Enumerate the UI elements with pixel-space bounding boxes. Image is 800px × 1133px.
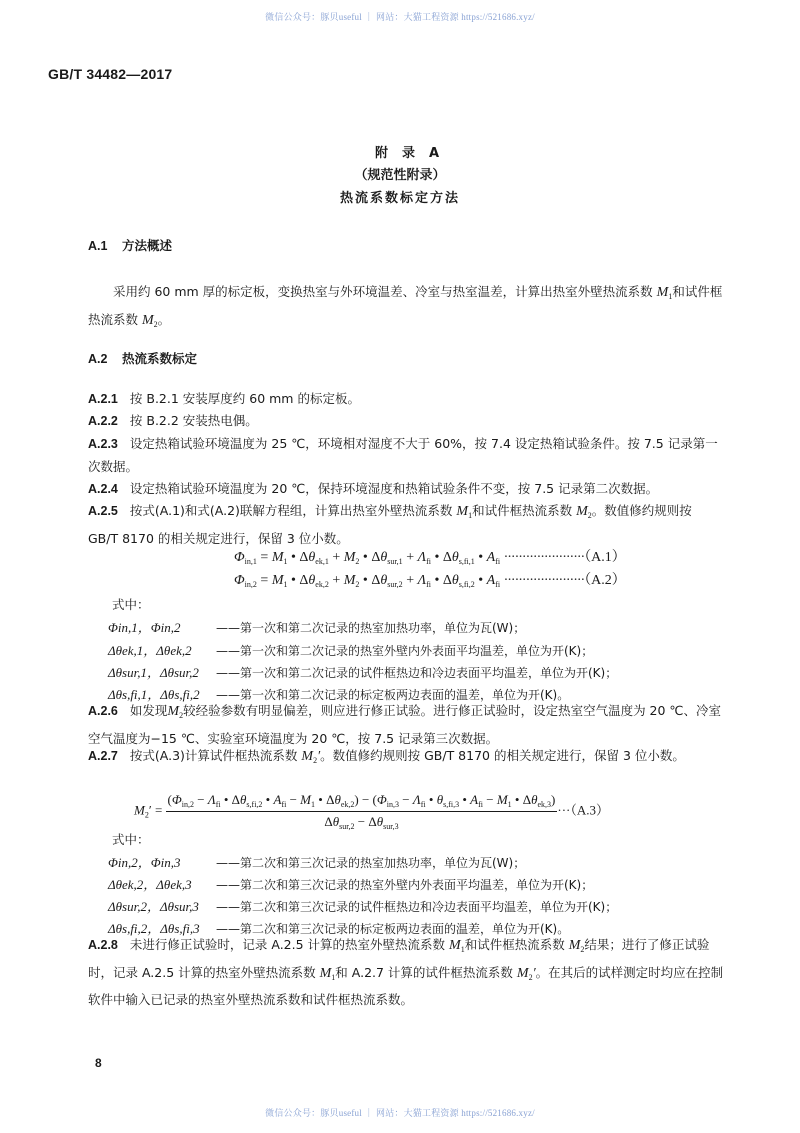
definition-symbol: Φin,1，Φin,2: [108, 620, 181, 635]
clause-a21: [88, 388, 724, 411]
clause-text: 按 B.2.2 安装热电偶。: [129, 413, 258, 428]
clause-a24: [88, 478, 724, 501]
formula-label: （A.1）: [584, 550, 626, 565]
symbol-m1: $M_1$: [656, 285, 673, 301]
section-title: 方法概述: [122, 238, 173, 253]
clause-text: 设定热箱试验环境温度为 25 ℃，环境相对湿度不大于 60%，按 7.4 设定热箱试验条件。按 7.5 记录第一次数据。: [88, 436, 718, 474]
appendix-type: （规范性附录）: [354, 168, 446, 183]
fraction: ($\Phi_{in,2} - \Lambda_{fi}$ • $\Delta\theta_{s,fi,2}$ • $A_{fi} - M_1$ • $\Delta\theta_{ek,2}) - (\Phi_{in,3} - \Lambda_{fi}$ • $\theta_{s,fi,3}$ • $A_{fi} - M_1$ • $\Delta\theta_{ek,3}$) $\Delta\theta_{sur,2} - \Delta\theta_{sur,3}$: [167, 792, 556, 831]
definition-symbol: Δθsur,2，Δθsur,3: [108, 899, 199, 914]
formula-label: （A.3）: [570, 802, 610, 818]
clause-number: A.2.5: [88, 504, 118, 518]
definition-row: [108, 896, 617, 915]
formula-a3: $M_2'$ = ($\Phi_{in,2} - \Lambda_{fi}$ • $\Delta\theta_{s,fi,2}$ • $A_{fi} - M_1$ • $\Delta\theta_{ek,2}) - (\Phi_{in,3} - \Lambda_{fi}$ • $\theta_{s,fi,3}$ • $A_{fi} - M_1$ • $\Delta\theta_{ek,3}$) $\Delta\theta_{sur,2} - \Delta\theta_{sur,3}$ ···（A.3）: [134, 792, 610, 831]
leader-dots: ······················: [503, 550, 585, 565]
clause-text: 和试件框热流系数: [472, 503, 573, 518]
clause-number: A.2.2: [88, 414, 118, 428]
appendix-title: 附录A: [374, 146, 454, 161]
section-number: A.1: [88, 239, 108, 253]
definition-row: [108, 640, 593, 659]
leader-dots: ···: [557, 802, 571, 818]
definition-symbol: Δθs,fi,1，Δθs,fi,2: [108, 687, 200, 702]
clause-text: 结果；进行了修正试验时，记录 A.2.5 计算的热室外壁热流系数: [88, 937, 710, 980]
clause-number: A.2.6: [88, 704, 118, 718]
definition-symbol: Δθek,1，Δθek,2: [108, 643, 192, 658]
clause-a22: [88, 410, 724, 433]
clause-number: A.2.7: [88, 749, 118, 763]
clause-a23: [88, 433, 724, 478]
clause-text: 。在其后的试样测定时均应在控制软件中输入已记录的热室外壁热流系数和试件框热流系数。: [88, 964, 724, 1007]
symbol-m2: $M_2$: [576, 504, 592, 520]
watermark-bottom: 微信公众号：豚贝useful ｜ 网站：大猫工程资源 https://521686.xyz/: [265, 1108, 535, 1118]
definition-symbol: Φin,2，Φin,3: [108, 855, 181, 870]
where-label: 式中：: [112, 832, 150, 847]
clause-text: 按式(A.3)计算试件框热流系数: [129, 748, 298, 763]
section-title: 热流系数标定: [122, 351, 198, 366]
definition-text: ——第二次和第三次记录的热室加热功率，单位为瓦(W)；: [216, 856, 526, 870]
definition-text: ——第二次和第三次记录的标定板两边表面的温差，单位为开(K)。: [216, 922, 570, 936]
section-number: A.2: [88, 352, 108, 366]
clause-text: 和 A.2.7 计算的试件框热流系数: [335, 964, 513, 980]
body-text: 采用约 60 mm 厚的标定板，变换热室与外环境温差、冷室与热室温差，计算出热室外壁热流系数: [113, 284, 653, 299]
page-number: 8: [95, 1056, 102, 1070]
formula-a2: $\Phi_{in,2} = M_1$ • $\Delta\theta_{ek,2} + M_2$ • $\Delta\theta_{sur,2} + \Lambda_{fi}$ • $\Delta\theta_{s,fi,2}$ • $A_{fi} \cdot\cdot\cdot\cdot\cdot\cdot\cdot\cdot\cdot\cdot\cdot\cdot\cdot\cdot\cdot\cdot\cdot\cdot\cdot\cdot\cdot\cdot(A.2)$: [234, 573, 626, 589]
body-text: 和试件框热流系数: [88, 284, 723, 327]
appendix-subject: 热流系数标定方法: [339, 191, 460, 206]
clause-a25: [88, 500, 724, 550]
symbol-m1: $M_1$: [456, 504, 473, 520]
section-heading-a2: [88, 349, 197, 367]
symbol-m2: $M_2$: [568, 938, 585, 954]
clause-number: A.2.3: [88, 437, 118, 451]
definition-row: [108, 852, 525, 871]
clause-text: 。数值修约规则按 GB/T 8170 的相关规定进行，保留 3 位小数。: [88, 503, 692, 546]
symbol-m2-prime: $M_2'$: [301, 749, 321, 765]
symbol-m1: $M_1$: [449, 938, 465, 954]
symbol-m2-prime: $M_2'$: [516, 965, 536, 982]
clause-text: 设定热箱试验环境温度为 20 ℃，保持环境湿度和热箱试验条件不变，按 7.5 记录第二次数据。: [129, 481, 659, 496]
definition-text: ——第二次和第三次记录的热室外壁内外表面平均温差，单位为开(K)；: [216, 878, 594, 892]
definition-text: ——第一次和第二次记录的热室外壁内外表面平均温差，单位为开(K)；: [216, 644, 594, 658]
definition-text: ——第一次和第二次记录的热室加热功率，单位为瓦(W)；: [216, 621, 526, 635]
definition-row: [108, 617, 525, 636]
formula-label: （A.2）: [584, 573, 626, 588]
clause-text: 如发现: [129, 703, 168, 718]
clause-text: 。数值修约规则按 GB/T 8170 的相关规定进行，保留 3 位小数。: [320, 748, 685, 763]
symbol-m1: $M_1$: [319, 965, 336, 982]
clause-number: A.2.8: [88, 938, 118, 952]
clause-text: 按 B.2.1 安装厚度约 60 mm 的标定板。: [129, 391, 360, 406]
definition-text: ——第二次和第三次记录的试件框热边和冷边表面平均温差，单位为开(K)；: [216, 900, 618, 914]
symbol-m2: $M_2$: [167, 704, 184, 720]
standard-code: GB/T 34482—2017: [48, 66, 173, 82]
definition-text: ——第一次和第二次记录的试件框热边和冷边表面平均温差，单位为开(K)；: [216, 666, 618, 680]
section-heading-a1: [88, 236, 172, 254]
clause-a27: [88, 745, 724, 773]
clause-text: 和试件框热流系数: [464, 937, 565, 952]
clause-a28: [88, 934, 724, 1012]
clause-a26: [88, 700, 724, 750]
formula-a1: $\Phi_{in,1} = M_1$ • $\Delta\theta_{ek,1} + M_2$ • $\Delta\theta_{sur,1} + \Lambda_{fi}$ • $\Delta\theta_{s,fi,1}$ • $A_{fi} \cdot\cdot\cdot\cdot\cdot\cdot\cdot\cdot\cdot\cdot\cdot\cdot\cdot\cdot\cdot\cdot\cdot\cdot\cdot\cdot\cdot\cdot(A.1)$: [234, 550, 626, 566]
watermark-top: 微信公众号：豚贝useful ｜ 网站：大猫工程资源 https://521686.xyz/: [265, 12, 535, 22]
clause-number: A.2.1: [88, 392, 118, 406]
clause-text: 按式(A.1)和式(A.2)联解方程组，计算出热室外壁热流系数: [129, 503, 453, 518]
body-text: 。: [157, 311, 171, 327]
leader-dots: ······················: [503, 573, 585, 588]
definition-symbol: Δθs,fi,2，Δθs,fi,3: [108, 921, 200, 936]
section-body-a1: [88, 281, 724, 336]
definition-symbol: Δθsur,1，Δθsur,2: [108, 665, 199, 680]
clause-text: 较经验参数有明显偏差，则应进行修正试验。进行修正试验时，设定热室空气温度为 20 ℃、冷室空气温度为−15 ℃、实验室环境温度为 20 ℃，按 7.5 记录第三次数据。: [88, 703, 721, 746]
definition-row: [108, 874, 593, 893]
clause-text: 未进行修正试验时，记录 A.2.5 计算的热室外壁热流系数: [129, 937, 446, 952]
clause-number: A.2.4: [88, 482, 118, 496]
where-label: 式中：: [112, 597, 150, 612]
definition-row: [108, 662, 617, 681]
definition-symbol: Δθek,2，Δθek,3: [108, 877, 192, 892]
symbol-m2: $M_2$: [142, 312, 158, 329]
definition-text: ——第一次和第二次记录的标定板两边表面的温差，单位为开(K)。: [216, 688, 570, 702]
